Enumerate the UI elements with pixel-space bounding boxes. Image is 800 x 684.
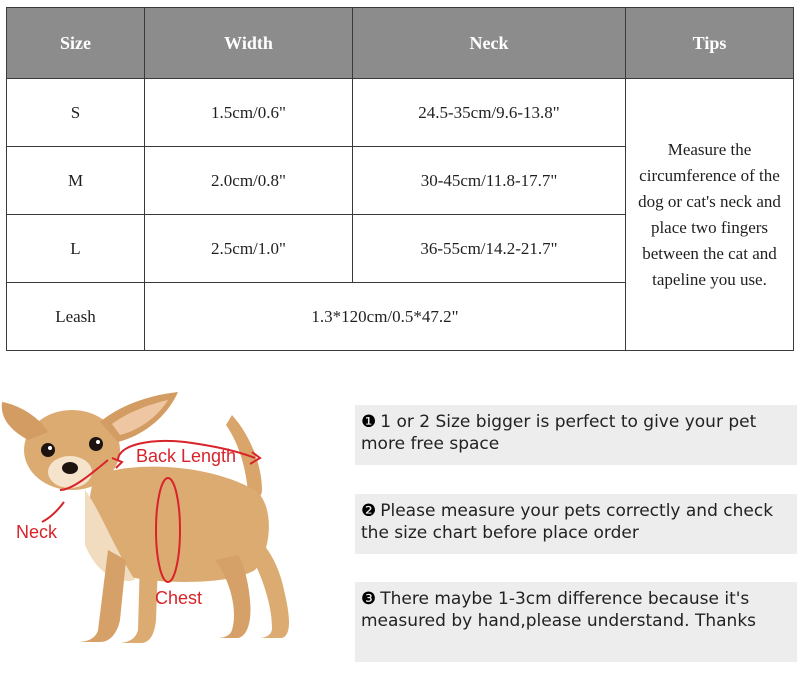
table-row: [7, 79, 794, 147]
width-cell: 2.5cm/1.0": [145, 215, 353, 283]
neck-cell: 24.5-35cm/9.6-13.8": [353, 79, 626, 147]
bullet-3-icon: ❸: [361, 589, 377, 609]
leash-label-cell: Leash: [7, 283, 145, 351]
note-text: 1 or 2 Size bigger is perfect to give your pet more free space: [361, 412, 757, 454]
bullet-1-icon: ❶: [361, 412, 377, 432]
bullet-2-icon: ❷: [361, 501, 377, 521]
note-difference: [355, 582, 797, 662]
header-size: Size: [7, 8, 145, 79]
tips-cell: Measure the circumference of the dog or cat's neck and place two fingers between the cat and tapeline you use.: [626, 79, 794, 351]
neck-cell: 30-45cm/11.8-17.7": [353, 147, 626, 215]
note-measure-correctly: [355, 494, 797, 554]
neck-cell: 36-55cm/14.2-21.7": [353, 215, 626, 283]
back-length-label: Back Length: [136, 446, 237, 466]
header-tips: Tips: [626, 8, 794, 79]
note-size-bigger: [355, 405, 797, 465]
size-cell: M: [7, 147, 145, 215]
size-chart-table: [6, 7, 794, 351]
neck-label: Neck: [16, 522, 58, 542]
header-neck: Neck: [353, 8, 626, 79]
leash-value-cell: 1.3*120cm/0.5*47.2": [145, 283, 626, 351]
table-header-row: [7, 8, 794, 79]
size-cell: L: [7, 215, 145, 283]
dog-measurement-diagram: [0, 380, 330, 680]
size-cell: S: [7, 79, 145, 147]
width-cell: 1.5cm/0.6": [145, 79, 353, 147]
width-cell: 2.0cm/0.8": [145, 147, 353, 215]
note-text: Please measure your pets correctly and check the size chart before place order: [361, 501, 774, 543]
note-text: There maybe 1-3cm difference because it's measured by hand,please understand. Thanks: [361, 589, 757, 631]
chest-label: Chest: [155, 588, 203, 608]
header-width: Width: [145, 8, 353, 79]
